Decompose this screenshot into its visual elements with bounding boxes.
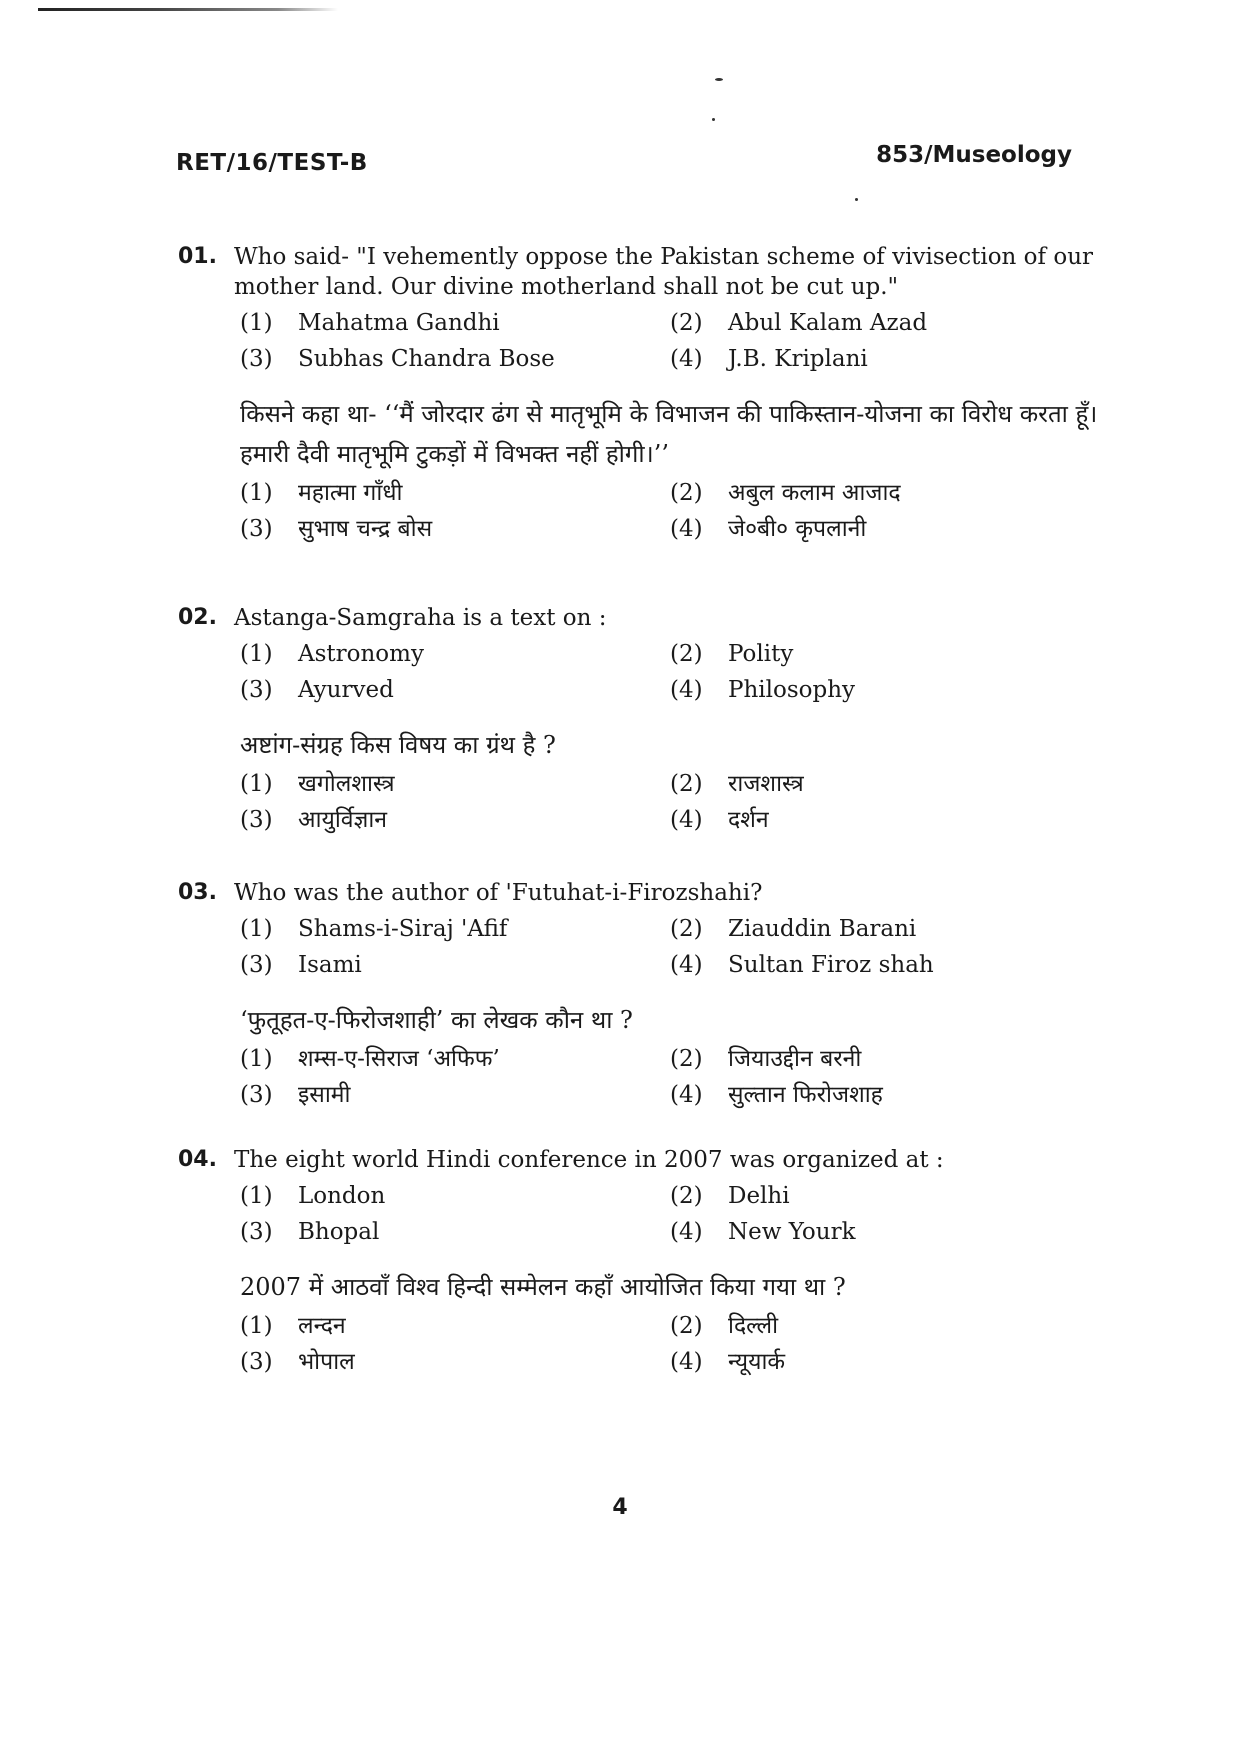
option-text: Bhopal (298, 1219, 380, 1245)
hindi-option-3 (240, 805, 670, 835)
question-4 (178, 1145, 1098, 1377)
question-text: The eight world Hindi conference in 2007 was organized at : (234, 1147, 944, 1173)
option-number: (4) (670, 516, 703, 542)
option-3 (240, 675, 670, 705)
option-number: (4) (670, 346, 703, 372)
english-options (240, 914, 1098, 980)
option-number: (2) (670, 310, 703, 336)
option-text: भोपाल (298, 1349, 355, 1375)
paper-code: RET/16/TEST-B (176, 150, 368, 176)
hindi-question-text: किसने कहा था- ‘‘मैं जोरदार ढंग से मातृभूमि के विभाजन की पाकिस्तान-योजना का विरोध करता हूँ। हमारी दैवी मातृभूमि टुकड़ों में विभक्त नहीं होगी।’’ (240, 400, 1098, 468)
hindi-option-3 (240, 1080, 670, 1110)
option-4 (670, 344, 1070, 374)
option-text: न्यूयार्क (728, 1349, 786, 1375)
hindi-option-4 (670, 805, 1070, 835)
option-text: Astronomy (298, 641, 424, 667)
option-number: (3) (240, 516, 273, 542)
hindi-option-3 (240, 514, 670, 544)
hindi-options (240, 1311, 1098, 1377)
english-options (240, 1181, 1098, 1247)
english-options (240, 308, 1098, 374)
option-number: (1) (240, 641, 273, 667)
hindi-option-4 (670, 1347, 1070, 1377)
option-text: Shams-i-Siraj 'Afif (298, 916, 508, 942)
hindi-question-text: अष्टांग-संग्रह किस विषय का ग्रंथ है ? (240, 731, 556, 759)
option-number: (4) (670, 1082, 703, 1108)
option-text: London (298, 1183, 386, 1209)
question-number: 02. (178, 605, 217, 630)
option-3 (240, 950, 670, 980)
option-text: अबुल कलाम आजाद (728, 480, 901, 506)
option-number: (2) (670, 1313, 703, 1339)
option-text: शम्स-ए-सिराज ‘अफिफ’ (298, 1046, 500, 1072)
option-text: जियाउद्दीन बरनी (728, 1046, 862, 1072)
option-text: Abul Kalam Azad (728, 310, 928, 336)
option-number: (2) (670, 1046, 703, 1072)
option-2 (670, 1181, 1070, 1211)
hindi-option-1 (240, 478, 670, 508)
option-text: Delhi (728, 1183, 790, 1209)
question-1 (178, 242, 1098, 544)
question-3 (178, 878, 1098, 1110)
option-2 (670, 639, 1070, 669)
hindi-options (240, 478, 1098, 544)
option-number: (2) (670, 641, 703, 667)
scan-speck (712, 118, 715, 121)
question-number: 01. (178, 244, 217, 269)
option-number: (4) (670, 677, 703, 703)
option-text: Subhas Chandra Bose (298, 346, 555, 372)
question-text: Who said- "I vehemently oppose the Pakistan scheme of vivisection of our mother land. Our divine motherland shall not be cut up." (234, 244, 1094, 300)
option-text: New Yourk (728, 1219, 856, 1245)
option-1 (240, 639, 670, 669)
option-text: Philosophy (728, 677, 856, 703)
option-text: सुभाष चन्द्र बोस (298, 516, 433, 542)
option-2 (670, 914, 1070, 944)
option-text: Polity (728, 641, 794, 667)
option-text: महात्मा गाँधी (298, 480, 403, 506)
option-1 (240, 308, 670, 338)
question-number: 04. (178, 1147, 217, 1172)
hindi-option-2 (670, 769, 1070, 799)
option-text: Sultan Firoz shah (728, 952, 934, 978)
option-number: (1) (240, 771, 273, 797)
option-number: (1) (240, 916, 273, 942)
question-text: Astanga-Samgraha is a text on : (234, 605, 607, 631)
option-text: इसामी (298, 1082, 351, 1108)
option-4 (670, 675, 1070, 705)
option-number: (2) (670, 1183, 703, 1209)
hindi-options (240, 1044, 1098, 1110)
option-text: Isami (298, 952, 362, 978)
option-number: (2) (670, 771, 703, 797)
option-3 (240, 344, 670, 374)
option-number: (4) (670, 1219, 703, 1245)
option-number: (1) (240, 310, 273, 336)
option-text: आयुर्विज्ञान (298, 807, 388, 833)
option-number: (1) (240, 480, 273, 506)
english-options (240, 639, 1098, 705)
scan-speck (855, 198, 858, 201)
option-text: लन्दन (298, 1313, 346, 1339)
hindi-option-4 (670, 1080, 1070, 1110)
option-text: राजशास्त्र (728, 771, 804, 797)
option-number: (3) (240, 677, 273, 703)
option-text: Ayurved (298, 677, 394, 703)
option-number: (3) (240, 1219, 273, 1245)
hindi-option-4 (670, 514, 1070, 544)
option-number: (3) (240, 1349, 273, 1375)
option-number: (3) (240, 1082, 273, 1108)
hindi-option-3 (240, 1347, 670, 1377)
question-2 (178, 603, 1098, 835)
option-number: (4) (670, 807, 703, 833)
hindi-option-1 (240, 1311, 670, 1341)
hindi-option-2 (670, 1311, 1070, 1341)
option-text: खगोलशास्त्र (298, 771, 395, 797)
option-4 (670, 1217, 1070, 1247)
scan-speck (715, 78, 723, 81)
question-text: Who was the author of 'Futuhat-i-Firozshahi? (234, 880, 763, 906)
option-4 (670, 950, 1070, 980)
scan-artifact-line (38, 8, 338, 11)
option-number: (2) (670, 916, 703, 942)
option-3 (240, 1217, 670, 1247)
page-number: 4 (612, 1495, 628, 1520)
option-1 (240, 1181, 670, 1211)
option-number: (3) (240, 807, 273, 833)
hindi-option-1 (240, 1044, 670, 1074)
hindi-option-2 (670, 478, 1070, 508)
option-number: (4) (670, 952, 703, 978)
hindi-option-1 (240, 769, 670, 799)
hindi-question-text: ‘फुतूहत-ए-फिरोजशाही’ का लेखक कौन था ? (240, 1006, 633, 1034)
hindi-options (240, 769, 1098, 835)
option-number: (2) (670, 480, 703, 506)
option-text: दिल्ली (728, 1313, 779, 1339)
option-2 (670, 308, 1070, 338)
question-number: 03. (178, 880, 217, 905)
option-text: J.B. Kriplani (728, 346, 868, 372)
option-number: (1) (240, 1313, 273, 1339)
option-number: (4) (670, 1349, 703, 1375)
option-text: Ziauddin Barani (728, 916, 917, 942)
option-1 (240, 914, 670, 944)
option-number: (1) (240, 1046, 273, 1072)
option-number: (3) (240, 346, 273, 372)
hindi-option-2 (670, 1044, 1070, 1074)
option-text: सुल्तान फिरोजशाह (728, 1082, 883, 1108)
option-number: (3) (240, 952, 273, 978)
hindi-question-text: 2007 में आठवाँ विश्व हिन्दी सम्मेलन कहाँ आयोजित किया गया था ? (240, 1273, 846, 1301)
subject-code: 853/Museology (876, 142, 1072, 168)
option-text: Mahatma Gandhi (298, 310, 500, 336)
option-number: (1) (240, 1183, 273, 1209)
option-text: जे०बी० कृपलानी (728, 516, 867, 542)
option-text: दर्शन (728, 807, 769, 833)
